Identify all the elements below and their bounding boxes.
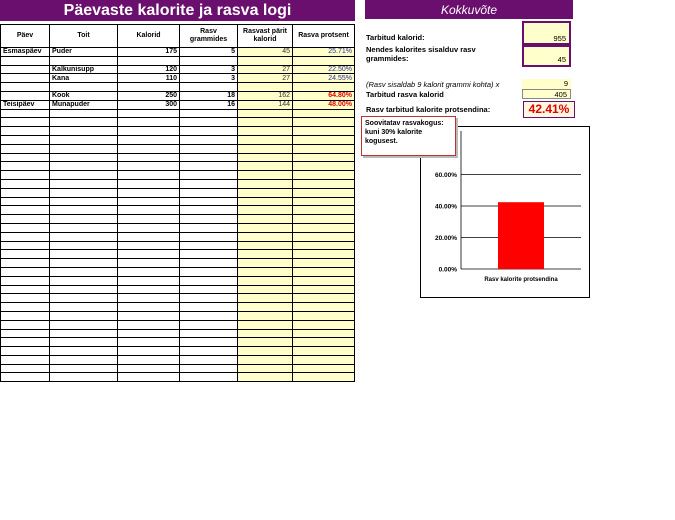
bar xyxy=(498,202,544,269)
table-row xyxy=(1,74,355,83)
fat-percent-cell[interactable] xyxy=(293,162,355,171)
day-cell[interactable] xyxy=(1,144,50,153)
fat-calories-cell[interactable] xyxy=(238,347,293,356)
fat-calories-cell[interactable] xyxy=(238,153,293,162)
column-header-fat-percent: Rasva protsent xyxy=(293,25,355,48)
day-cell[interactable] xyxy=(1,56,50,65)
fat-calories-cell[interactable]: 27 xyxy=(238,74,293,83)
fat-grams-value[interactable]: 45 xyxy=(522,45,571,67)
calories-cell[interactable] xyxy=(118,355,180,364)
food-cell[interactable] xyxy=(50,109,118,118)
fat-calories-cell[interactable]: 27 xyxy=(238,65,293,74)
total-calories-value[interactable]: 955 xyxy=(522,21,571,45)
fat-percent-cell[interactable] xyxy=(293,320,355,329)
fat-percent-cell[interactable] xyxy=(293,153,355,162)
fat-grams-cell[interactable]: 3 xyxy=(180,65,238,74)
fat-grams-cell[interactable] xyxy=(180,311,238,320)
calories-cell[interactable] xyxy=(118,109,180,118)
multiplier-label: (Rasv sisaldab 9 kalorit grammi kohta) x xyxy=(366,80,500,89)
table-row xyxy=(1,56,355,65)
fat-percent-cell[interactable] xyxy=(293,232,355,241)
fat-calories-cell[interactable] xyxy=(238,188,293,197)
calories-cell[interactable] xyxy=(118,171,180,180)
fat-calories-cell[interactable] xyxy=(238,83,293,92)
calories-cell[interactable] xyxy=(118,364,180,373)
fat-calories-cell[interactable] xyxy=(238,311,293,320)
day-cell[interactable] xyxy=(1,162,50,171)
day-cell[interactable] xyxy=(1,215,50,224)
calories-cell[interactable] xyxy=(118,127,180,136)
day-cell[interactable] xyxy=(1,241,50,250)
fat-calories-cell[interactable] xyxy=(238,241,293,250)
fat-calories-cell[interactable] xyxy=(238,285,293,294)
fat-grams-cell[interactable]: 18 xyxy=(180,91,238,100)
day-cell[interactable] xyxy=(1,83,50,92)
food-cell[interactable] xyxy=(50,223,118,232)
calories-cell[interactable]: 250 xyxy=(118,91,180,100)
calories-cell[interactable]: 110 xyxy=(118,74,180,83)
fat-grams-cell[interactable] xyxy=(180,153,238,162)
table-row xyxy=(1,144,355,153)
fat-percent-cell[interactable] xyxy=(293,311,355,320)
day-cell[interactable] xyxy=(1,91,50,100)
fat-percent-cell[interactable] xyxy=(293,267,355,276)
fat-percent-cell[interactable]: 25.71% xyxy=(293,48,355,57)
fat-percent-cell[interactable] xyxy=(293,223,355,232)
fat-grams-cell[interactable] xyxy=(180,144,238,153)
day-cell[interactable] xyxy=(1,179,50,188)
food-cell[interactable]: Kook xyxy=(50,91,118,100)
fat-calories-cell[interactable] xyxy=(238,320,293,329)
log-table xyxy=(0,24,355,382)
calories-cell[interactable]: 175 xyxy=(118,48,180,57)
column-header-fat-grams: Rasv grammides xyxy=(180,25,238,48)
calories-cell[interactable]: 120 xyxy=(118,65,180,74)
fat-calories-cell[interactable] xyxy=(238,197,293,206)
fat-grams-cell[interactable] xyxy=(180,109,238,118)
fat-grams-cell[interactable] xyxy=(180,364,238,373)
table-row xyxy=(1,267,355,276)
fat-calories-cell[interactable] xyxy=(238,56,293,65)
fat-percent-cell[interactable] xyxy=(293,127,355,136)
calories-cell[interactable] xyxy=(118,188,180,197)
total-calories-label: Tarbitud kalorid: xyxy=(366,33,425,42)
fat-percent-cell[interactable] xyxy=(293,276,355,285)
day-cell[interactable] xyxy=(1,259,50,268)
day-cell[interactable] xyxy=(1,355,50,364)
table-row xyxy=(1,241,355,250)
table-row xyxy=(1,338,355,347)
table-row xyxy=(1,276,355,285)
fat-grams-cell[interactable] xyxy=(180,347,238,356)
fat-percent-cell[interactable] xyxy=(293,364,355,373)
fat-percent-cell[interactable] xyxy=(293,338,355,347)
food-cell[interactable] xyxy=(50,232,118,241)
fat-grams-cell[interactable] xyxy=(180,250,238,259)
table-row xyxy=(1,153,355,162)
fat-percent-cell[interactable] xyxy=(293,179,355,188)
table-row xyxy=(1,48,355,57)
table-row xyxy=(1,329,355,338)
fat-calories-cell[interactable] xyxy=(238,259,293,268)
table-row xyxy=(1,100,355,109)
x-category-label: Rasv kalorite protsendina xyxy=(484,277,558,283)
column-header-calories: Kalorid xyxy=(118,25,180,48)
table-row xyxy=(1,364,355,373)
food-cell[interactable] xyxy=(50,311,118,320)
food-cell[interactable] xyxy=(50,285,118,294)
fat-percent-cell[interactable] xyxy=(293,329,355,338)
fat-calories-cell[interactable] xyxy=(238,206,293,215)
fat-grams-cell[interactable] xyxy=(180,294,238,303)
table-row xyxy=(1,135,355,144)
fat-grams-cell[interactable] xyxy=(180,118,238,127)
fat-calories-cell[interactable] xyxy=(238,373,293,382)
food-cell[interactable] xyxy=(50,179,118,188)
fat-calories-cell[interactable] xyxy=(238,179,293,188)
table-row xyxy=(1,109,355,118)
fat-percent-cell[interactable] xyxy=(293,294,355,303)
fat-calories-cell[interactable] xyxy=(238,223,293,232)
fat-percent-cell[interactable]: 22.50% xyxy=(293,65,355,74)
day-cell[interactable] xyxy=(1,206,50,215)
day-cell[interactable] xyxy=(1,329,50,338)
food-cell[interactable] xyxy=(50,267,118,276)
fat-percent-cell[interactable] xyxy=(293,241,355,250)
calories-cell[interactable] xyxy=(118,329,180,338)
fat-percent-cell[interactable] xyxy=(293,250,355,259)
food-cell[interactable] xyxy=(50,127,118,136)
food-cell[interactable] xyxy=(50,347,118,356)
day-cell[interactable] xyxy=(1,373,50,382)
table-row xyxy=(1,65,355,74)
calories-cell[interactable] xyxy=(118,179,180,188)
calories-cell[interactable] xyxy=(118,320,180,329)
fat-percent-label: Rasv tarbitud kalorite protsendina: xyxy=(366,105,491,114)
food-cell[interactable] xyxy=(50,329,118,338)
day-cell[interactable] xyxy=(1,285,50,294)
calories-cell[interactable] xyxy=(118,250,180,259)
day-cell[interactable] xyxy=(1,171,50,180)
food-cell[interactable] xyxy=(50,206,118,215)
table-row xyxy=(1,83,355,92)
food-cell[interactable] xyxy=(50,373,118,382)
food-cell[interactable]: Kana xyxy=(50,74,118,83)
fat-calories-cell[interactable] xyxy=(238,215,293,224)
fat-grams-cell[interactable]: 3 xyxy=(180,74,238,83)
day-cell[interactable] xyxy=(1,109,50,118)
day-cell[interactable] xyxy=(1,347,50,356)
y-tick-label: 20.00% xyxy=(434,235,457,242)
day-cell[interactable]: Teisipäev xyxy=(1,100,50,109)
fat-grams-cell[interactable] xyxy=(180,56,238,65)
calories-cell[interactable] xyxy=(118,153,180,162)
calories-cell[interactable] xyxy=(118,56,180,65)
fat-percent-cell[interactable] xyxy=(293,347,355,356)
table-row xyxy=(1,215,355,224)
fat-calories-cell[interactable] xyxy=(238,355,293,364)
fat-percent-cell[interactable]: 24.55% xyxy=(293,74,355,83)
day-cell[interactable] xyxy=(1,197,50,206)
fat-grams-label: Nendes kalorites sisalduv rasv grammides: xyxy=(366,45,476,63)
y-tick-label: 40.00% xyxy=(434,203,457,211)
fat-grams-cell[interactable] xyxy=(180,188,238,197)
fat-calories-value: 405 xyxy=(522,89,571,99)
day-cell[interactable] xyxy=(1,338,50,347)
food-cell[interactable] xyxy=(50,320,118,329)
table-row xyxy=(1,232,355,241)
table-row xyxy=(1,311,355,320)
fat-calories-cell[interactable] xyxy=(238,276,293,285)
day-cell[interactable] xyxy=(1,188,50,197)
table-row xyxy=(1,250,355,259)
fat-percent-cell[interactable] xyxy=(293,144,355,153)
table-row xyxy=(1,303,355,312)
fat-grams-cell[interactable] xyxy=(180,171,238,180)
table-row xyxy=(1,294,355,303)
day-cell[interactable] xyxy=(1,320,50,329)
fat-calories-cell[interactable] xyxy=(238,118,293,127)
fat-grams-cell[interactable] xyxy=(180,267,238,276)
day-cell[interactable] xyxy=(1,135,50,144)
day-cell[interactable] xyxy=(1,232,50,241)
fat-grams-cell[interactable] xyxy=(180,338,238,347)
food-cell[interactable] xyxy=(50,259,118,268)
day-cell[interactable] xyxy=(1,153,50,162)
table-row xyxy=(1,162,355,171)
fat-percent-cell[interactable] xyxy=(293,206,355,215)
fat-grams-cell[interactable] xyxy=(180,197,238,206)
fat-percent-cell[interactable] xyxy=(293,215,355,224)
calories-cell[interactable]: 300 xyxy=(118,100,180,109)
fat-percent-cell[interactable]: 64.80% xyxy=(293,91,355,100)
column-header-day: Päev xyxy=(1,25,50,48)
calories-cell[interactable] xyxy=(118,135,180,144)
fat-calories-cell[interactable] xyxy=(238,338,293,347)
fat-percent-cell[interactable] xyxy=(293,303,355,312)
table-row xyxy=(1,347,355,356)
fat-grams-cell[interactable] xyxy=(180,206,238,215)
fat-grams-cell[interactable] xyxy=(180,135,238,144)
day-cell[interactable] xyxy=(1,65,50,74)
calories-cell[interactable] xyxy=(118,373,180,382)
fat-calories-label: Tarbitud rasva kalorid xyxy=(366,90,444,99)
table-row xyxy=(1,373,355,382)
table-row xyxy=(1,355,355,364)
fat-percent-cell[interactable] xyxy=(293,118,355,127)
food-cell[interactable] xyxy=(50,197,118,206)
food-cell[interactable]: Munapuder xyxy=(50,100,118,109)
fat-grams-cell[interactable] xyxy=(180,215,238,224)
fat-percent-cell[interactable] xyxy=(293,197,355,206)
day-cell[interactable] xyxy=(1,276,50,285)
fat-grams-cell[interactable] xyxy=(180,127,238,136)
calories-cell[interactable] xyxy=(118,338,180,347)
day-cell[interactable] xyxy=(1,118,50,127)
calories-cell[interactable] xyxy=(118,83,180,92)
food-cell[interactable] xyxy=(50,188,118,197)
fat-grams-cell[interactable] xyxy=(180,285,238,294)
food-cell[interactable] xyxy=(50,294,118,303)
table-row xyxy=(1,285,355,294)
fat-percent-cell[interactable] xyxy=(293,188,355,197)
fat-percent-cell[interactable] xyxy=(293,56,355,65)
calories-cell[interactable] xyxy=(118,118,180,127)
fat-calories-cell[interactable]: 144 xyxy=(238,100,293,109)
column-header-fat-calories: Rasvast pärit kalorid xyxy=(238,25,293,48)
food-cell[interactable] xyxy=(50,303,118,312)
calories-cell[interactable] xyxy=(118,215,180,224)
fat-calories-cell[interactable] xyxy=(238,232,293,241)
table-row xyxy=(1,197,355,206)
calories-cell[interactable] xyxy=(118,206,180,215)
food-cell[interactable] xyxy=(50,338,118,347)
fat-grams-cell[interactable] xyxy=(180,241,238,250)
fat-percent-cell[interactable] xyxy=(293,171,355,180)
fat-calories-cell[interactable] xyxy=(238,135,293,144)
fat-grams-cell[interactable] xyxy=(180,276,238,285)
food-cell[interactable] xyxy=(50,56,118,65)
food-cell[interactable] xyxy=(50,153,118,162)
calories-cell[interactable] xyxy=(118,259,180,268)
fat-calories-cell[interactable] xyxy=(238,250,293,259)
food-cell[interactable] xyxy=(50,215,118,224)
day-cell[interactable] xyxy=(1,127,50,136)
fat-grams-cell[interactable] xyxy=(180,320,238,329)
calories-cell[interactable] xyxy=(118,347,180,356)
calories-cell[interactable] xyxy=(118,303,180,312)
table-row xyxy=(1,320,355,329)
food-cell[interactable] xyxy=(50,118,118,127)
fat-calories-cell[interactable] xyxy=(238,267,293,276)
calories-cell[interactable] xyxy=(118,311,180,320)
fat-calories-cell[interactable] xyxy=(238,109,293,118)
fat-grams-cell[interactable] xyxy=(180,223,238,232)
fat-percent-cell[interactable] xyxy=(293,83,355,92)
day-cell[interactable] xyxy=(1,303,50,312)
fat-grams-cell[interactable] xyxy=(180,373,238,382)
fat-percent-cell[interactable] xyxy=(293,285,355,294)
food-cell[interactable] xyxy=(50,355,118,364)
calories-cell[interactable] xyxy=(118,144,180,153)
table-row xyxy=(1,179,355,188)
food-cell[interactable] xyxy=(50,250,118,259)
fat-calories-cell[interactable]: 162 xyxy=(238,91,293,100)
food-cell[interactable] xyxy=(50,83,118,92)
fat-calories-cell[interactable] xyxy=(238,127,293,136)
food-cell[interactable] xyxy=(50,135,118,144)
fat-grams-cell[interactable] xyxy=(180,179,238,188)
day-cell[interactable] xyxy=(1,250,50,259)
day-cell[interactable] xyxy=(1,364,50,373)
calories-cell[interactable] xyxy=(118,285,180,294)
table-row xyxy=(1,118,355,127)
day-cell[interactable] xyxy=(1,294,50,303)
calories-cell[interactable] xyxy=(118,276,180,285)
fat-grams-cell[interactable] xyxy=(180,83,238,92)
calories-cell[interactable] xyxy=(118,223,180,232)
calories-cell[interactable] xyxy=(118,294,180,303)
table-row xyxy=(1,206,355,215)
calories-cell[interactable] xyxy=(118,232,180,241)
fat-calories-cell[interactable] xyxy=(238,294,293,303)
fat-grams-cell[interactable] xyxy=(180,303,238,312)
page-title: Päevaste kalorite ja rasva logi xyxy=(0,0,355,21)
fat-percent-cell[interactable] xyxy=(293,135,355,144)
food-cell[interactable] xyxy=(50,162,118,171)
calories-cell[interactable] xyxy=(118,267,180,276)
fat-calories-cell[interactable] xyxy=(238,364,293,373)
food-cell[interactable] xyxy=(50,171,118,180)
fat-calories-cell[interactable]: 45 xyxy=(238,48,293,57)
day-cell[interactable] xyxy=(1,267,50,276)
day-cell[interactable] xyxy=(1,311,50,320)
fat-percent-value: 42.41% xyxy=(523,101,575,118)
calories-cell[interactable] xyxy=(118,162,180,171)
fat-calories-cell[interactable] xyxy=(238,329,293,338)
fat-grams-cell[interactable] xyxy=(180,329,238,338)
fat-grams-cell[interactable]: 16 xyxy=(180,100,238,109)
fat-calories-cell[interactable] xyxy=(238,303,293,312)
day-cell[interactable]: Esmaspäev xyxy=(1,48,50,57)
fat-calories-cell[interactable] xyxy=(238,162,293,171)
fat-percent-cell[interactable] xyxy=(293,259,355,268)
calories-cell[interactable] xyxy=(118,197,180,206)
multiplier-value: 9 xyxy=(522,79,571,89)
column-header-food: Toit xyxy=(50,25,118,48)
fat-percent-cell[interactable] xyxy=(293,373,355,382)
calories-cell[interactable] xyxy=(118,241,180,250)
table-header-row xyxy=(1,25,355,48)
y-tick-label: 0.00% xyxy=(438,266,457,274)
recommendation-callout: Soovitatav rasvakogus: kuni 30% kalorite kogusest. xyxy=(361,116,456,156)
table-row xyxy=(1,127,355,136)
fat-calories-cell[interactable] xyxy=(238,171,293,180)
food-cell[interactable] xyxy=(50,144,118,153)
food-cell[interactable]: Kalkunisupp xyxy=(50,65,118,74)
food-cell[interactable] xyxy=(50,241,118,250)
fat-grams-cell[interactable] xyxy=(180,232,238,241)
fat-grams-cell[interactable] xyxy=(180,162,238,171)
table-row xyxy=(1,188,355,197)
food-cell[interactable] xyxy=(50,364,118,373)
fat-percent-cell[interactable]: 48.00% xyxy=(293,100,355,109)
day-cell[interactable] xyxy=(1,74,50,83)
y-tick-label: 60.00% xyxy=(434,172,457,179)
fat-grams-cell[interactable]: 5 xyxy=(180,48,238,57)
table-row xyxy=(1,259,355,268)
fat-grams-cell[interactable] xyxy=(180,259,238,268)
food-cell[interactable]: Puder xyxy=(50,48,118,57)
table-row xyxy=(1,171,355,180)
food-cell[interactable] xyxy=(50,276,118,285)
fat-percent-cell[interactable] xyxy=(293,355,355,364)
fat-grams-cell[interactable] xyxy=(180,355,238,364)
summary-title: Kokkuvõte xyxy=(365,0,573,19)
table-row xyxy=(1,223,355,232)
fat-percent-cell[interactable] xyxy=(293,109,355,118)
table-row xyxy=(1,91,355,100)
fat-calories-cell[interactable] xyxy=(238,144,293,153)
day-cell[interactable] xyxy=(1,223,50,232)
